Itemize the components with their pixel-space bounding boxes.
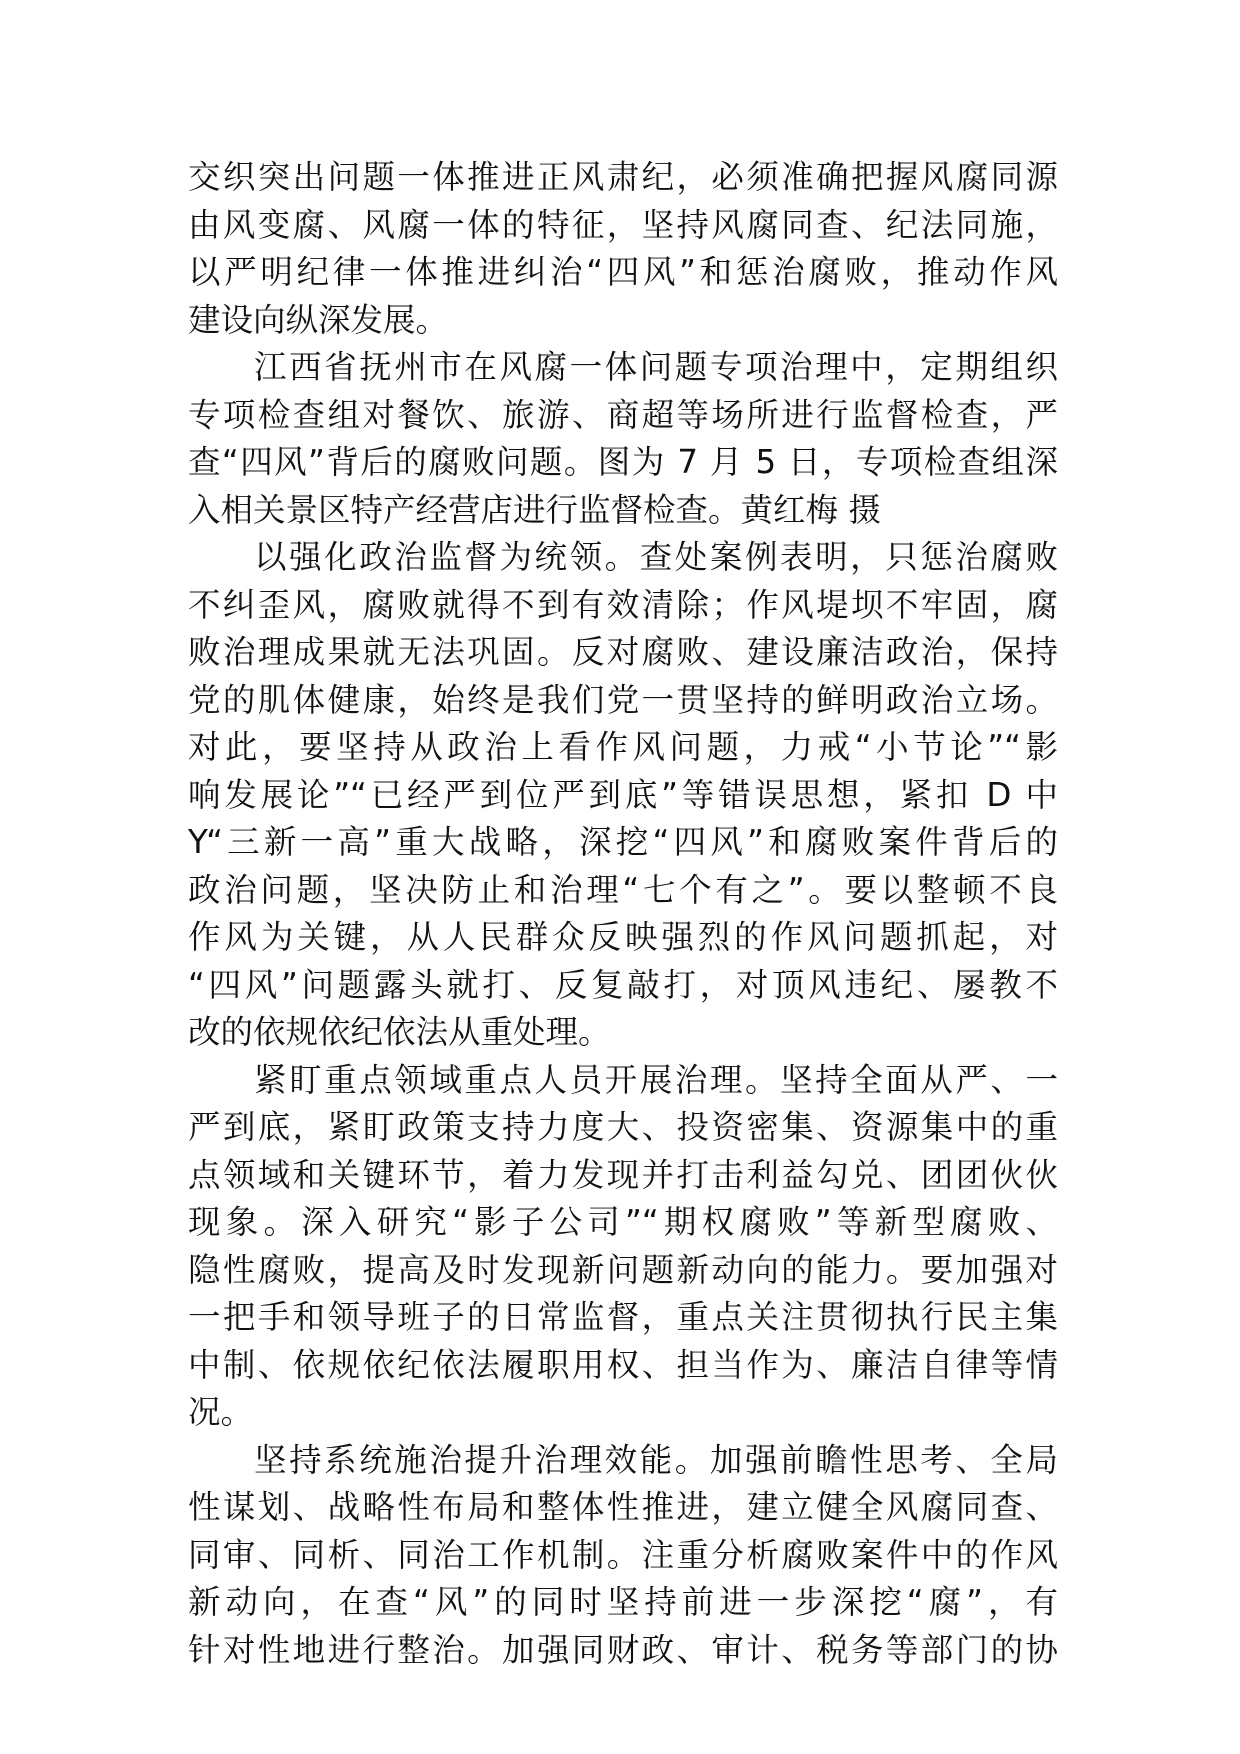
text-line: 交织突出问题一体推进正风肃纪，必须准确把握风腐同源 (188, 158, 1058, 196)
text-line: 隐性腐败，提高及时发现新问题新动向的能力。要加强对 (188, 1250, 1058, 1289)
text-line: 一把手和领导班子的日常监督，重点关注贯彻执行民主集 (188, 1298, 1058, 1336)
text-line: 以严明纪律一体推进纠治“四风”和惩治腐败，推动作风 (188, 253, 1058, 291)
text-line: “四风”问题露头就打、反复敲打，对顶风违纪、屡教不 (188, 965, 1058, 1004)
text-line: 政治问题，坚决防止和治理“七个有之”。要以整顿不良 (188, 870, 1058, 909)
text-line: 紧盯重点领域重点人员开展治理。坚持全面从严、一 (254, 1060, 1058, 1099)
article-body (188, 154, 1058, 1674)
text-line: 坚持系统施治提升治理效能。加强前瞻性思考、全局 (254, 1440, 1058, 1479)
text-line: 中制、依规依纪依法履职用权、担当作为、廉洁自律等情 (188, 1345, 1058, 1384)
text-line: 性谋划、战略性布局和整体性推进，建立健全风腐同查、 (188, 1488, 1058, 1526)
text-line: 党的肌体健康，始终是我们党一贯坚持的鲜明政治立场。 (188, 680, 1058, 719)
text-line: 建设向纵深发展。 (188, 300, 449, 339)
text-line: 况。 (188, 1393, 254, 1431)
text-line: 由风变腐、风腐一体的特征，坚持风腐同查、纪法同施， (188, 205, 1058, 244)
text-line: 专项检查组对餐饮、旅游、商超等场所进行监督检查，严 (188, 395, 1058, 434)
text-line: 响发展论”“已经严到位严到底”等错误思想，紧扣 D 中 (188, 775, 1058, 814)
text-line: 点领域和关键环节，着力发现并打击利益勾兑、团团伙伙 (188, 1155, 1058, 1194)
text-line: 入相关景区特产经营店进行监督检查。黄红梅 摄 (188, 490, 881, 529)
text-line: Y“三新一高”重大战略，深挖“四风”和腐败案件背后的 (188, 823, 1058, 861)
text-line: 查“四风”背后的腐败问题。图为 7 月 5 日，专项检查组深 (188, 443, 1058, 481)
text-line: 作风为关键，从人民群众反映强烈的作风问题抓起，对 (188, 918, 1058, 956)
text-line: 现象。深入研究“影子公司”“期权腐败”等新型腐败、 (188, 1203, 1058, 1241)
text-line: 败治理成果就无法巩固。反对腐败、建设廉洁政治，保持 (188, 633, 1058, 671)
text-line: 江西省抚州市在风腐一体问题专项治理中，定期组织 (254, 348, 1058, 386)
text-line: 以强化政治监督为统领。查处案例表明，只惩治腐败 (254, 538, 1058, 576)
text-line: 改的依规依纪依法从重处理。 (188, 1013, 611, 1051)
text-line: 新动向，在查“风”的同时坚持前进一步深挖“腐”，有 (188, 1583, 1058, 1621)
text-line: 对此，要坚持从政治上看作风问题，力戒“小节论”“影 (188, 728, 1058, 766)
text-line: 针对性地进行整治。加强同财政、审计、税务等部门的协 (188, 1630, 1058, 1669)
text-line: 同审、同析、同治工作机制。注重分析腐败案件中的作风 (188, 1535, 1058, 1574)
text-line: 严到底，紧盯政策支持力度大、投资密集、资源集中的重 (188, 1108, 1058, 1146)
text-line: 不纠歪风，腐败就得不到有效清除；作风堤坝不牢固，腐 (188, 585, 1058, 624)
